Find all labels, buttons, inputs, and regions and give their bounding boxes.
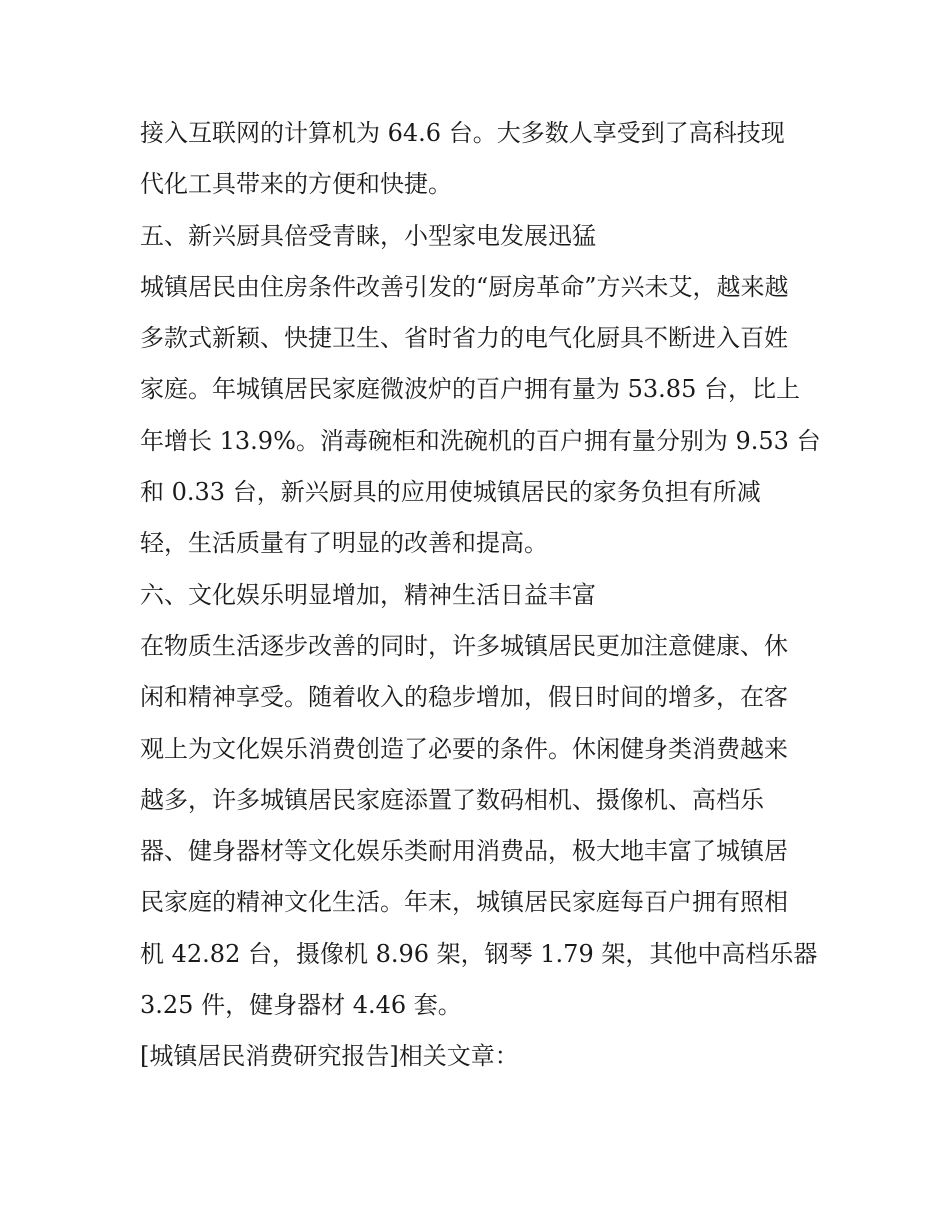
section-heading: 五、新兴厨具倍受青睐，小型家电发展迅猛 [140, 221, 596, 250]
text-line: 观上为文化娱乐消费创造了必要的条件。休闲健身类消费越来 [140, 734, 788, 763]
text-line: 越多，许多城镇居民家庭添置了数码相机、摄像机、高档乐 [140, 785, 764, 814]
text-line: 和 0.33 台，新兴厨具的应用使城镇居民的家务负担有所减 [140, 478, 761, 507]
text-line: 代化工具带来的方便和快捷。 [140, 170, 452, 199]
text-line: 闲和精神享受。随着收入的稳步增加，假日时间的增多，在客 [140, 683, 788, 712]
text-line: 年增长 13.9%。消毒碗柜和洗碗机的百户拥有量分别为 9.53 台 [140, 426, 821, 455]
text-line: 民家庭的精神文化生活。年末，城镇居民家庭每百户拥有照相 [140, 888, 788, 917]
text-line: 接入互联网的计算机为 64.6 台。大多数人享受到了高科技现 [140, 119, 785, 147]
text-line: 器、健身器材等文化娱乐类耐用消费品，极大地丰富了城镇居 [140, 837, 788, 866]
related-articles-label: [城镇居民消费研究报告]相关文章： [140, 1042, 519, 1071]
section-heading: 六、文化娱乐明显增加，精神生活日益丰富 [140, 580, 596, 609]
text-line: 机 42.82 台，摄像机 8.96 架，钢琴 1.79 架，其他中高档乐器 [140, 939, 818, 968]
document-body [140, 108, 820, 1083]
text-line: 城镇居民由住房条件改善引发的“厨房革命”方兴未艾，越来越 [140, 272, 789, 301]
text-line: 3.25 件，健身器材 4.46 套。 [140, 991, 462, 1020]
text-line: 家庭。年城镇居民家庭微波炉的百户拥有量为 53.85 台，比上 [140, 375, 800, 404]
text-line: 在物质生活逐步改善的同时，许多城镇居民更加注意健康、休 [140, 631, 788, 660]
text-line: 多款式新颖、快捷卫生、省时省力的电气化厨具不断进入百姓 [140, 324, 788, 353]
text-line: 轻，生活质量有了明显的改善和提高。 [140, 529, 548, 558]
